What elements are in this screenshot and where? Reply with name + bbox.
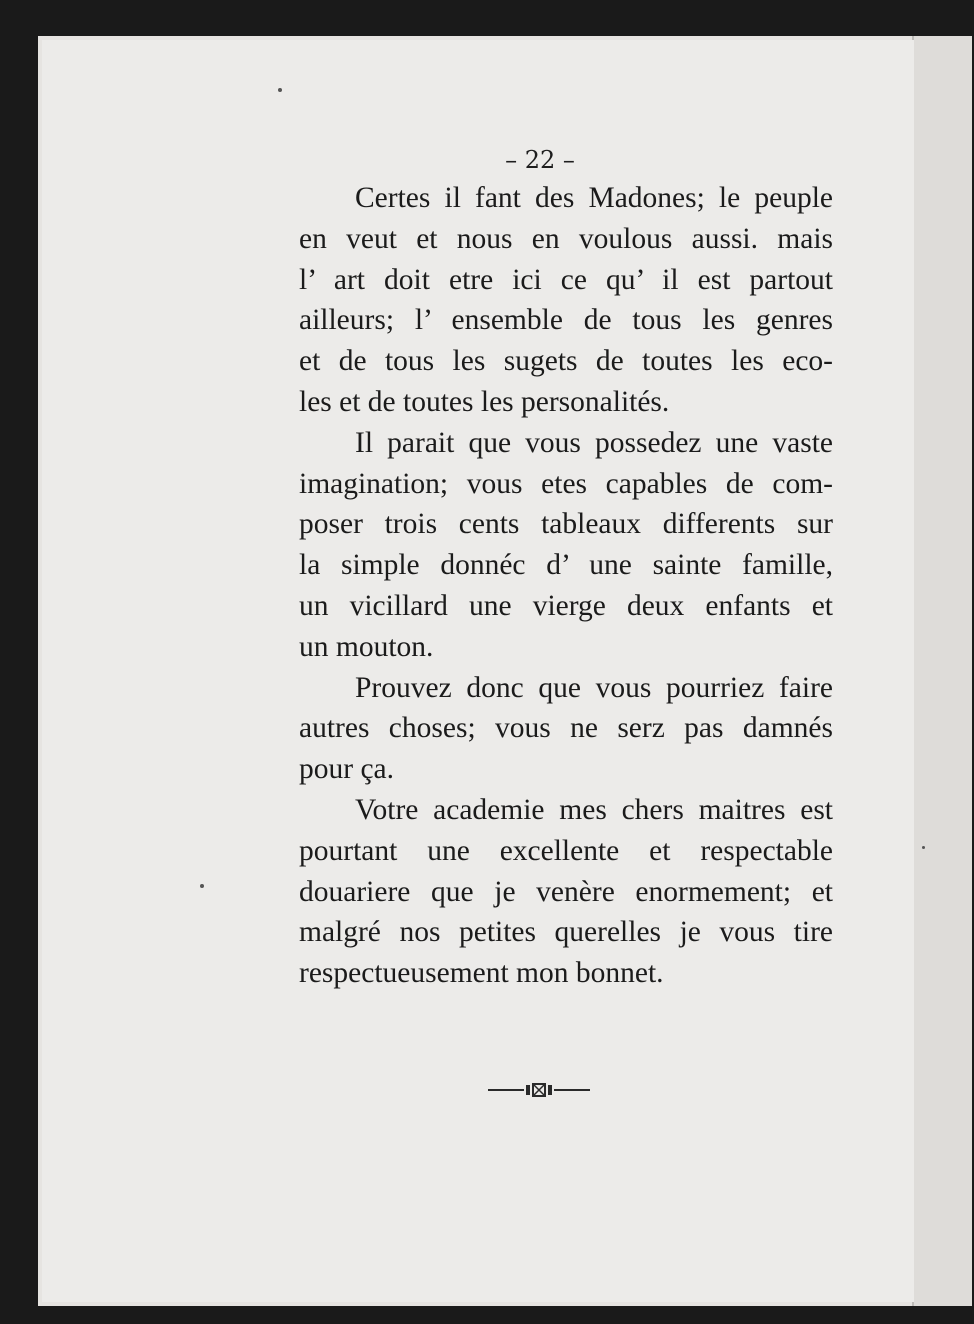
- text-line: respectueusement mon bonnet.: [299, 957, 664, 990]
- text-line: poser trois cents tableaux differents sur: [299, 508, 833, 541]
- text-line: Il parait que vous possedez une vaste: [355, 426, 833, 459]
- text-line: imagination; vous etes capables de com-: [299, 467, 833, 500]
- text-line: la simple donnéc d’ une sainte famille,: [299, 549, 833, 582]
- text-line: Certes il fant des Madones; le peuple: [355, 182, 833, 214]
- page-number: – 22 –: [505, 146, 575, 174]
- text-line: autres choses; vous ne serz pas damnés: [299, 712, 833, 745]
- ornament-divider-icon: [484, 1080, 594, 1100]
- ink-speck: [278, 88, 282, 92]
- text-line: Prouvez donc que vous pourriez faire: [355, 671, 833, 704]
- ink-speck: [922, 846, 925, 849]
- paragraph-4: [243, 790, 833, 994]
- page-text: [243, 178, 833, 994]
- text-line: en veut et nous en voulous aussi. mais: [299, 222, 833, 255]
- text-line: pour ça.: [299, 753, 395, 786]
- text-line: ailleurs; l’ ensemble de tous les genres: [299, 304, 833, 337]
- page-edge: [912, 36, 972, 1306]
- paragraph-1: [243, 178, 833, 423]
- ink-speck: [200, 884, 204, 888]
- paragraph-3: [243, 668, 833, 790]
- text-line: l’ art doit etre ici ce qu’ il est partout: [299, 263, 833, 296]
- text-line: Votre academie mes chers maitres est: [355, 793, 833, 826]
- text-line: les et de toutes les personalités.: [299, 385, 670, 418]
- text-line: pourtant une excellente et respectable: [299, 834, 833, 867]
- paragraph-2: [243, 423, 833, 668]
- text-line: douariere que je venère enormement; et: [299, 875, 833, 908]
- text-line: et de tous les sugets de toutes les eco-: [299, 345, 833, 378]
- text-line: malgré nos petites querelles je vous tire: [299, 916, 833, 949]
- text-line: un mouton.: [299, 630, 434, 663]
- text-line: un vicillard une vierge deux enfants et: [299, 589, 833, 622]
